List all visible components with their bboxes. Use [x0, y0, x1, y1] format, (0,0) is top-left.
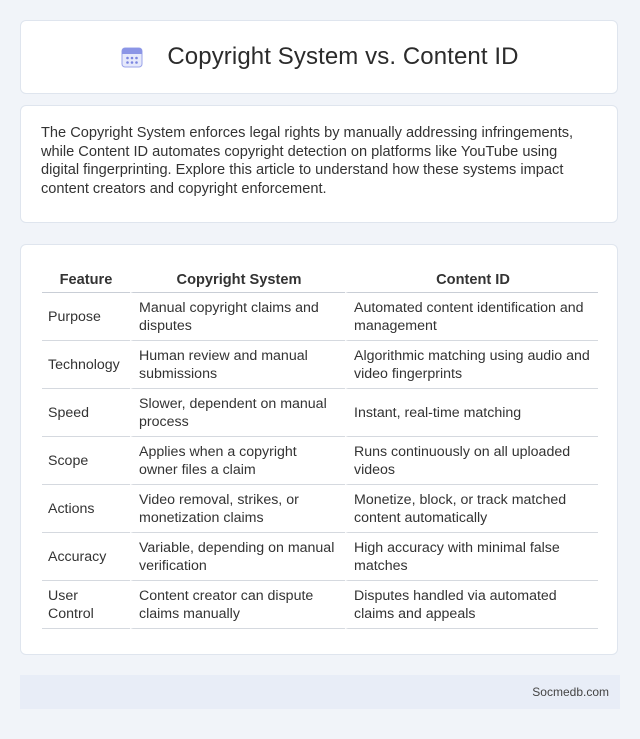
calendar-icon [119, 44, 145, 70]
row-copyright-cell: Slower, dependent on manual process [130, 389, 345, 437]
table-row [42, 389, 598, 437]
row-contentid-cell: Monetize, block, or track matched content automatically [345, 485, 598, 533]
row-contentid-cell: Disputes handled via automated claims and appeals [345, 581, 598, 629]
row-contentid-cell: High accuracy with minimal false matches [345, 533, 598, 581]
table-row [42, 293, 598, 341]
table-row [42, 437, 598, 485]
row-feature-cell: Technology [42, 341, 130, 389]
intro-paragraph: The Copyright System enforces legal rights by manually addressing infringements, while Content ID automates copyright detection on platforms like YouTube using digital fingerprinting. Explore this article to understand how these systems impact content creators and copyright enforcement. [41, 125, 574, 197]
header-content-id: Content ID [345, 265, 598, 293]
row-feature-cell: Accuracy [42, 533, 130, 581]
row-contentid-cell: Automated content identification and management [345, 293, 598, 341]
row-copyright-cell: Applies when a copyright owner files a claim [130, 437, 345, 485]
row-copyright-cell: Manual copyright claims and disputes [130, 293, 345, 341]
comparison-table [42, 265, 598, 629]
footer-source: Socmedb.com [532, 685, 609, 699]
intro-card [20, 105, 618, 223]
header-feature: Feature [42, 265, 130, 293]
row-contentid-cell: Runs continuously on all uploaded videos [345, 437, 598, 485]
row-feature-cell: Purpose [42, 293, 130, 341]
table-row [42, 533, 598, 581]
row-feature-cell: Scope [42, 437, 130, 485]
row-contentid-cell: Algorithmic matching using audio and video fingerprints [345, 341, 598, 389]
table-header-row [42, 265, 598, 293]
page-title: Copyright System vs. Content ID [167, 43, 519, 70]
comparison-table-card [20, 244, 618, 655]
row-contentid-cell: Instant, real-time matching [345, 389, 598, 437]
row-feature-cell: Actions [42, 485, 130, 533]
row-copyright-cell: Human review and manual submissions [130, 341, 345, 389]
header-copyright-system: Copyright System [130, 265, 345, 293]
table-row [42, 485, 598, 533]
row-copyright-cell: Variable, depending on manual verification [130, 533, 345, 581]
title-card [20, 20, 618, 94]
table-row [42, 341, 598, 389]
row-copyright-cell: Video removal, strikes, or monetization claims [130, 485, 345, 533]
row-feature-cell: Speed [42, 389, 130, 437]
table-row [42, 581, 598, 629]
row-feature-cell: User Control [42, 581, 130, 629]
row-copyright-cell: Content creator can dispute claims manually [130, 581, 345, 629]
footer-bar [20, 675, 620, 709]
